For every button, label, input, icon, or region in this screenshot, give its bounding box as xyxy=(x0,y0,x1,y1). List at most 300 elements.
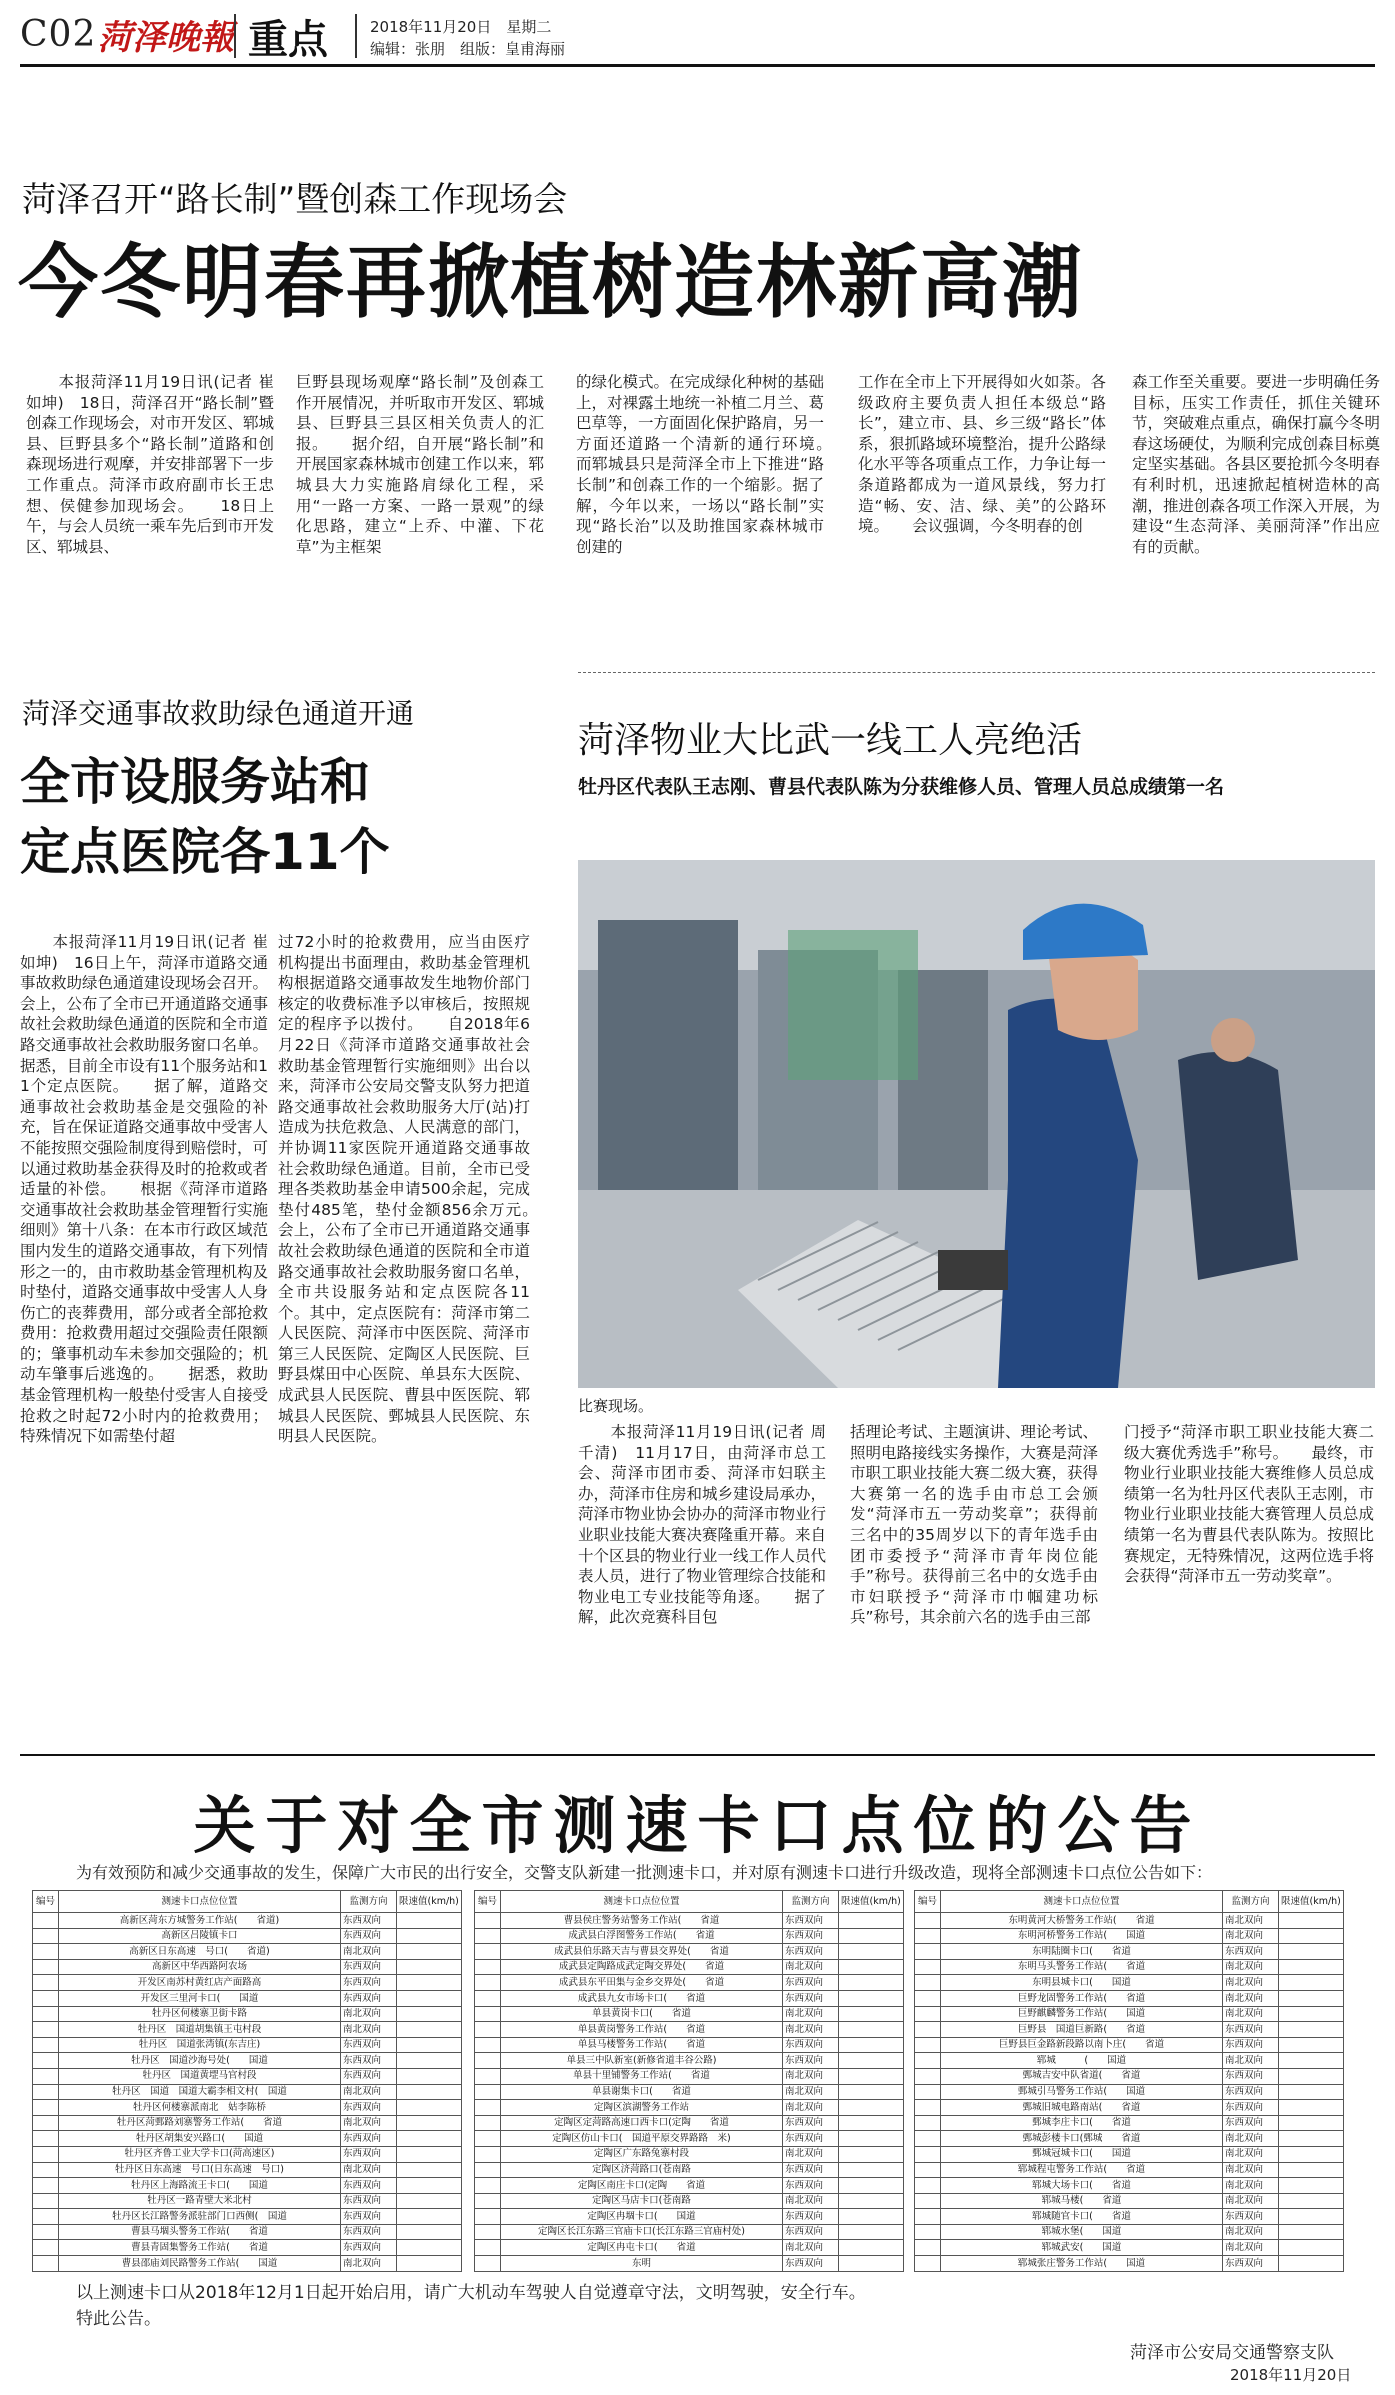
table-row xyxy=(915,1975,1344,1991)
cell-limit xyxy=(397,2006,462,2022)
cell-direction: 东西双向 xyxy=(1223,2068,1279,2084)
notice-border xyxy=(20,1754,1375,1756)
cell-direction: 东西双向 xyxy=(341,1959,397,1975)
issue-date: 2018年11月20日 星期二 xyxy=(370,18,552,36)
article3-column: 本报菏泽11月19日讯(记者 周千清) 11月17日，由菏泽市总工会、菏泽市团市委、菏泽市妇联主办，菏泽市住房和城乡建设局承办，菏泽市物业协会协办的菏泽市物业行业职业技能大赛决赛隆重开幕。来自十个区县的物业行业一线工作人员代表人员，进行了物业管理综合技能和物业电工专业技能等角逐。 据了解，此次竞赛科目包 xyxy=(578,1423,827,1627)
cell-limit xyxy=(839,1944,904,1960)
cell-direction: 南北双向 xyxy=(1223,1959,1279,1975)
cell-direction: 东西双向 xyxy=(341,1990,397,2006)
table-row xyxy=(475,2053,904,2069)
cell-no xyxy=(915,2256,941,2272)
cell-direction: 东西双向 xyxy=(783,2037,839,2053)
column-header-loc: 测速卡口点位位置 xyxy=(941,1891,1223,1913)
cell-limit xyxy=(839,2053,904,2069)
cell-direction: 南北双向 xyxy=(1223,1928,1279,1944)
cell-location: 成武县白浮图警务工作站( 省道 xyxy=(501,1928,783,1944)
cell-limit xyxy=(397,2131,462,2147)
table-row xyxy=(915,1928,1344,1944)
table-row xyxy=(33,1959,462,1975)
column-header-loc: 测速卡口点位位置 xyxy=(59,1891,341,1913)
cell-limit xyxy=(397,2224,462,2240)
cell-limit xyxy=(397,2115,462,2131)
cell-location: 成武县伯乐路天吉与曹县交界处( 省道 xyxy=(501,1944,783,1960)
article3-column: 括理论考试、主题演讲、理论考试、照明电路接线实务操作，大赛是菏泽市职工职业技能大赛二级大赛，获得大赛第一名的选手由市总工会颁发“菏泽市五一劳动奖章”；获得前三名中的35周岁以下的青年选手由团市委授予“菏泽市青年岗位能手”称号。获得前三名中的女选手由市妇联授予“菏泽市巾帼建功标兵”称号，其余前六名的选手由三部 xyxy=(850,1423,1099,1627)
cell-direction: 南北双向 xyxy=(783,2100,839,2116)
cell-direction: 东西双向 xyxy=(783,2053,839,2069)
cell-direction: 东西双向 xyxy=(341,2100,397,2116)
table-row xyxy=(33,2178,462,2194)
cell-direction: 东西双向 xyxy=(341,2053,397,2069)
notice-closing: 特此公告。 xyxy=(76,2309,161,2329)
cell-no xyxy=(33,2053,59,2069)
cell-location: 牡丹区一路青壁大米北村 xyxy=(59,2193,341,2209)
cell-no xyxy=(915,1975,941,1991)
article3-subtitle: 牡丹区代表队王志刚、曹县代表队陈为分获维修人员、管理人员总成绩第一名 xyxy=(578,776,1225,798)
cell-location: 定陶区广东路兔寨村段 xyxy=(501,2146,783,2162)
cell-location: 牡丹区何楼寨卫街卡路 xyxy=(59,2006,341,2022)
cell-location: 巨野麒麟警务工作站( 国道 xyxy=(941,2006,1223,2022)
cell-limit xyxy=(1279,1944,1344,1960)
cell-direction: 东西双向 xyxy=(341,2240,397,2256)
cell-limit xyxy=(1279,2131,1344,2147)
table-row xyxy=(475,2256,904,2272)
cell-location: 定陶区济菏路口(苍南路 xyxy=(501,2162,783,2178)
cell-limit xyxy=(1279,2068,1344,2084)
table-row xyxy=(915,1913,1344,1929)
cell-location: 定陶区冉屯卡口( 省道 xyxy=(501,2240,783,2256)
cell-no xyxy=(33,2224,59,2240)
cell-location: 曹县邵庙刘民路警务工作站( 国道 xyxy=(59,2256,341,2272)
article1-column: 工作在全市上下开展得如火如荼。各级政府主要负责人担任本级总“路长”，建立市、县、乡三级“路长”体系，狠抓路域环境整治，提升公路绿化水平等各项重点工作，力争让每一条道路都成为一道风景线，努力打造“畅、安、洁、绿、美”的公路环境。 会议强调，今冬明春的创 xyxy=(858,373,1107,536)
table-row xyxy=(475,2224,904,2240)
table-row xyxy=(915,2178,1344,2194)
cell-direction: 东西双向 xyxy=(783,1975,839,1991)
table-row xyxy=(33,2084,462,2100)
section-title: 重点 xyxy=(248,17,328,63)
cell-limit xyxy=(839,2256,904,2272)
notice-footnote: 以上测速卡口从2018年12月1日起开始启用，请广大机动车驾驶人自觉遵章守法，文明驾驶，安全行车。 xyxy=(76,2283,866,2303)
cell-location: 郓城 ( 国道 xyxy=(941,2053,1223,2069)
table-row xyxy=(475,2240,904,2256)
cell-no xyxy=(915,2224,941,2240)
cell-location: 鄄城李庄卡口( 省道 xyxy=(941,2115,1223,2131)
cell-direction: 东西双向 xyxy=(783,2209,839,2225)
table-row xyxy=(475,2146,904,2162)
column-header-loc: 测速卡口点位位置 xyxy=(501,1891,783,1913)
cell-limit xyxy=(397,2037,462,2053)
cell-location: 牡丹区菏鄄路刘寨警务工作站( 省道 xyxy=(59,2115,341,2131)
table-row xyxy=(475,2131,904,2147)
cell-direction: 南北双向 xyxy=(783,2084,839,2100)
cell-limit xyxy=(1279,1913,1344,1929)
cell-limit xyxy=(1279,1975,1344,1991)
cell-limit xyxy=(1279,2100,1344,2116)
column-header-dir: 监测方向 xyxy=(1223,1891,1279,1913)
cell-direction: 南北双向 xyxy=(341,2162,397,2178)
cell-location: 成武县东平田集与金乡交界处( 省道 xyxy=(501,1975,783,1991)
cell-location: 牡丹区日东高速 号口(日东高速 号口) xyxy=(59,2162,341,2178)
cell-limit xyxy=(397,1913,462,1929)
cell-direction: 南北双向 xyxy=(1223,1975,1279,1991)
cell-no xyxy=(475,2068,501,2084)
cell-limit xyxy=(397,2100,462,2116)
cell-direction: 东西双向 xyxy=(783,2178,839,2194)
cell-location: 开发区三里河卡口( 国道 xyxy=(59,1990,341,2006)
cell-limit xyxy=(397,1928,462,1944)
cell-location: 东明马头警务工作站( 省道 xyxy=(941,1959,1223,1975)
cell-no xyxy=(475,2037,501,2053)
cell-no xyxy=(33,2256,59,2272)
table-header-row xyxy=(915,1891,1344,1913)
cell-location: 牡丹区长江路警务派驻部门口西侧( 国道 xyxy=(59,2209,341,2225)
cell-no xyxy=(475,2084,501,2100)
cell-location: 定陶区马店卡口(苍南路 xyxy=(501,2193,783,2209)
table-row xyxy=(33,1928,462,1944)
table-row xyxy=(915,2022,1344,2038)
cell-no xyxy=(475,1975,501,1991)
cell-direction: 东西双向 xyxy=(1223,2084,1279,2100)
cell-location: 定陶区长江东路三官庙卡口(长江东路三官庙村处) xyxy=(501,2224,783,2240)
cell-no xyxy=(475,2193,501,2209)
table-row xyxy=(915,1944,1344,1960)
article1-headline: 今冬明春再掀植树造林新高潮 xyxy=(18,236,1084,329)
cell-no xyxy=(915,1913,941,1929)
article1-subtitle: 菏泽召开“路长制”暨创森工作现场会 xyxy=(22,180,568,220)
table-row xyxy=(915,2068,1344,2084)
cell-limit xyxy=(839,1959,904,1975)
table-row xyxy=(33,2037,462,2053)
cell-direction: 南北双向 xyxy=(341,2022,397,2038)
cell-no xyxy=(915,1990,941,2006)
column-header-no: 编号 xyxy=(915,1891,941,1913)
cell-no xyxy=(915,1959,941,1975)
cell-direction: 东西双向 xyxy=(341,1913,397,1929)
table-row xyxy=(475,1944,904,1960)
cell-direction: 南北双向 xyxy=(783,1959,839,1975)
cell-direction: 东西双向 xyxy=(783,2131,839,2147)
cell-direction: 南北双向 xyxy=(341,2006,397,2022)
cell-location: 牡丹区齐鲁工业大学卡口(菏高速区) xyxy=(59,2146,341,2162)
column-header-lim: 限速值(km/h) xyxy=(1279,1891,1344,1913)
table-row xyxy=(33,2068,462,2084)
cell-no xyxy=(33,1913,59,1929)
cell-location: 东明陆圈卡口( 省道 xyxy=(941,1944,1223,1960)
table-row xyxy=(33,1990,462,2006)
cell-location: 曹县侯庄警务站警务工作站( 省道 xyxy=(501,1913,783,1929)
cell-no xyxy=(475,2178,501,2194)
cell-limit xyxy=(839,2037,904,2053)
article2-headline: 全市设服务站和 xyxy=(20,753,370,811)
cell-no xyxy=(915,2037,941,2053)
column-header-lim: 限速值(km/h) xyxy=(839,1891,904,1913)
cell-no xyxy=(915,2022,941,2038)
table-row xyxy=(33,2209,462,2225)
cell-limit xyxy=(397,2162,462,2178)
cell-direction: 南北双向 xyxy=(341,2115,397,2131)
cell-no xyxy=(475,1959,501,1975)
cell-no xyxy=(915,2115,941,2131)
section-separator xyxy=(578,672,1375,673)
cell-location: 牡丹区何楼寨派南北 姑李陈桥 xyxy=(59,2100,341,2116)
cell-no xyxy=(475,2146,501,2162)
masthead-rule xyxy=(20,64,1375,67)
cell-no xyxy=(33,2068,59,2084)
table-row xyxy=(915,2037,1344,2053)
cell-location: 郓城大场卡口( 省道 xyxy=(941,2178,1223,2194)
cell-location: 东明县城卡口( 国道 xyxy=(941,1975,1223,1991)
cell-location: 高新区中华西路阿农场 xyxy=(59,1959,341,1975)
cell-location: 定陶区滨湖警务工作站 xyxy=(501,2100,783,2116)
table-row xyxy=(915,2209,1344,2225)
masthead-divider xyxy=(355,14,357,58)
cell-limit xyxy=(397,2209,462,2225)
cell-location: 定陶区冉堌卡口( 国道 xyxy=(501,2209,783,2225)
cell-limit xyxy=(839,2146,904,2162)
cell-location: 鄄城冠城卡口( 国道 xyxy=(941,2146,1223,2162)
cell-limit xyxy=(1279,2209,1344,2225)
cell-limit xyxy=(839,2131,904,2147)
article1-column: 的绿化模式。在完成绿化种树的基础上，对裸露土地统一补植二月兰、葛巴草等，一方面固化保护路肩，另一方面还道路一个清新的通行环境。 而郓城县只是菏泽全市上下推进“路长制”和创森工作的一个缩影。据了解，今年以来，一场以“路长制”实现“路长治”以及助推国家森林城市创建的 xyxy=(576,373,856,556)
cell-direction: 南北双向 xyxy=(1223,1913,1279,1929)
photo-caption: 比赛现场。 xyxy=(578,1397,654,1415)
cell-limit xyxy=(839,2209,904,2225)
cell-limit xyxy=(839,1990,904,2006)
article2-column: 本报菏泽11月19日讯(记者 崔如坤) 16日上午，菏泽市道路交通事故救助绿色通道建设现场会召开。会上，公布了全市已开通道路交通事故社会救助绿色通道的医院和全市道路交通事故社会救助服务窗口名单。据悉，目前全市设有11个服务站和11个定点医院。 据了解，道路交通事故社会救助基金是交强险的补充，旨在保证道路交通事故中受害人不能按照交强险制度得到赔偿时，可以通过救助基金获得及时的抢救或者适量的补偿。 根据《菏泽市道路交通事故社会救助基金管理暂行实施细则》第十八条：在本市行政区域范围内发生的道路交通事故，有下列情形之一的，由市救助基金管理机构及时垫付，道路交通事故中受害人人身伤亡的丧葬费用，部分或者全部抢救费用：抢救费用超过交强险责任限额的；肇事机动车未参加交强险的；机动车肇事后逃逸的。 据悉，救助基金管理机构一般垫付受害人自接受抢救之时起72小时内的抢救费用；特殊情况下如需垫付超 xyxy=(20,933,269,1446)
table-header-row xyxy=(475,1891,904,1913)
cell-limit xyxy=(1279,2115,1344,2131)
cell-limit xyxy=(397,1944,462,1960)
table-row xyxy=(33,2146,462,2162)
cell-location: 成武县定陶路成武定陶交界处( 省道 xyxy=(501,1959,783,1975)
cell-no xyxy=(915,2146,941,2162)
cell-limit xyxy=(1279,1959,1344,1975)
table-row xyxy=(475,1975,904,1991)
cell-location: 鄄城吉安中队省道( 省道 xyxy=(941,2068,1223,2084)
cell-direction: 南北双向 xyxy=(1223,2178,1279,2194)
table-row xyxy=(33,2131,462,2147)
cell-direction: 东西双向 xyxy=(341,1928,397,1944)
cell-direction: 南北双向 xyxy=(1223,2006,1279,2022)
cell-direction: 南北双向 xyxy=(1223,2146,1279,2162)
cell-location: 巨野龙固警务工作站( 省道 xyxy=(941,1990,1223,2006)
table-row xyxy=(475,2209,904,2225)
column-header-dir: 监测方向 xyxy=(783,1891,839,1913)
cell-no xyxy=(33,2209,59,2225)
cell-direction: 东西双向 xyxy=(1223,2115,1279,2131)
cell-location: 单县三中队新室(新修省道丰谷公路) xyxy=(501,2053,783,2069)
cell-limit xyxy=(397,2240,462,2256)
table-row xyxy=(915,2146,1344,2162)
editor-credits: 编辑：张朋 组版：皇甫海丽 xyxy=(370,40,566,58)
cell-no xyxy=(33,2131,59,2147)
column-header-no: 编号 xyxy=(33,1891,59,1913)
cell-direction: 东西双向 xyxy=(1223,2209,1279,2225)
cell-location: 郓城水堡( 国道 xyxy=(941,2224,1223,2240)
table-row xyxy=(915,2100,1344,2116)
cell-location: 曹县青固集警务工作站( 省道 xyxy=(59,2240,341,2256)
table-row xyxy=(475,2084,904,2100)
cell-location: 郓城随官卡口( 省道 xyxy=(941,2209,1223,2225)
cell-limit xyxy=(397,2146,462,2162)
cell-location: 曹县马堌头警务工作站( 省道 xyxy=(59,2224,341,2240)
table-row xyxy=(915,2162,1344,2178)
article1-column: 本报菏泽11月19日讯(记者 崔如坤) 18日，菏泽召开“路长制”暨创森工作现场会，对市开发区、郓城县、巨野县多个“路长制”道路和创森现场进行观摩，并安排部署下一步工作重点。菏泽市政府副市长王忠想、侯健参加现场会。 18日上午，与会人员统一乘车先后到市开发区、郓城县、 xyxy=(26,373,275,556)
cell-no xyxy=(915,2209,941,2225)
cell-limit xyxy=(839,1975,904,1991)
cell-no xyxy=(915,1944,941,1960)
table-row xyxy=(475,2022,904,2038)
article2-column: 过72小时的抢救费用，应当由医疗机构提出书面理由，救助基金管理机构根据道路交通事故发生地物价部门核定的收费标准予以审核后，按照规定的程序予以拨付。 自2018年6月22日《菏泽市道路交通事故社会救助基金管理暂行实施细则》出台以来，菏泽市公安局交警支队努力把道路交通事故社会救助服务大厅(站)打造成为扶危救急、人民满意的部门，并协调11家医院开通道路交通事故社会救助绿色通道。目前，全市已受理各类救助基金申请500余起，完成垫付485笔，垫付金额856余万元。 会上，公布了全市已开通道路交通事故社会救助绿色通道的医院和全市道路交通事故社会救助服务窗口名单，全市共设服务站和定点医院各11个。其中，定点医院有：菏泽市第二人民医院、菏泽市中医医院、菏泽市第三人民医院、定陶区人民医院、巨野县煤田中心医院、单县东大医院、成武县人民医院、曹县中医医院、郓城县人民医院、鄄城县人民医院、东明县人民医院。 xyxy=(278,933,562,1446)
cell-direction: 东西双向 xyxy=(341,2131,397,2147)
cell-no xyxy=(475,1913,501,1929)
cell-no xyxy=(33,2146,59,2162)
cell-no xyxy=(33,1975,59,1991)
notice-intro: 为有效预防和减少交通事故的发生，保障广大市民的出行安全，交警支队新建一批测速卡口，并对原有测速卡口进行升级改造，现将全部测速卡口点位公告如下： xyxy=(76,1863,1213,1882)
cell-direction: 南北双向 xyxy=(783,2022,839,2038)
cell-no xyxy=(475,1944,501,1960)
cell-limit xyxy=(1279,2256,1344,2272)
cell-limit xyxy=(397,2178,462,2194)
cell-location: 单县黄岗警务工作站( 省道 xyxy=(501,2022,783,2038)
cell-direction: 南北双向 xyxy=(341,2256,397,2272)
cell-no xyxy=(915,1928,941,1944)
cell-location: 郓城张庄警务工作站( 国道 xyxy=(941,2256,1223,2272)
cell-no xyxy=(475,1990,501,2006)
cell-no xyxy=(915,2068,941,2084)
cell-direction: 东西双向 xyxy=(783,2162,839,2178)
cell-direction: 东西双向 xyxy=(783,2115,839,2131)
cell-no xyxy=(33,1944,59,1960)
cell-limit xyxy=(839,2224,904,2240)
speed-camera-table xyxy=(32,1890,462,2272)
cell-limit xyxy=(1279,2022,1344,2038)
table-row xyxy=(915,2224,1344,2240)
cell-direction: 南北双向 xyxy=(783,2146,839,2162)
table-row xyxy=(33,2006,462,2022)
table-row xyxy=(475,1959,904,1975)
cell-no xyxy=(33,2193,59,2209)
cell-no xyxy=(915,2006,941,2022)
table-row xyxy=(915,2084,1344,2100)
cell-location: 牡丹区 国道 国道大霸李相文村( 国道 xyxy=(59,2084,341,2100)
table-row xyxy=(475,2178,904,2194)
cell-no xyxy=(475,2022,501,2038)
cell-no xyxy=(33,1959,59,1975)
article2-headline: 定点医院各11个 xyxy=(20,823,390,881)
table-row xyxy=(33,2022,462,2038)
cell-no xyxy=(33,2240,59,2256)
cell-direction: 南北双向 xyxy=(341,2084,397,2100)
cell-limit xyxy=(839,2022,904,2038)
table-row xyxy=(915,2256,1344,2272)
cell-direction: 东西双向 xyxy=(1223,1944,1279,1960)
table-row xyxy=(33,2115,462,2131)
cell-direction: 南北双向 xyxy=(783,2006,839,2022)
cell-direction: 东西双向 xyxy=(341,1975,397,1991)
cell-limit xyxy=(397,1975,462,1991)
cell-location: 东明黄河大桥警务工作站( 省道 xyxy=(941,1913,1223,1929)
cell-location: 牡丹区 国道张湾镇(东吉庄) xyxy=(59,2037,341,2053)
table-row xyxy=(33,2100,462,2116)
cell-limit xyxy=(1279,2006,1344,2022)
cell-location: 牡丹区上海路流王卡口( 国道 xyxy=(59,2178,341,2194)
cell-direction: 南北双向 xyxy=(1223,2224,1279,2240)
cell-location: 牡丹区胡集安兴路口( 国道 xyxy=(59,2131,341,2147)
cell-location: 郓城武安( 国道 xyxy=(941,2240,1223,2256)
cell-location: 鄄城彭楼卡口(鄄城 省道 xyxy=(941,2131,1223,2147)
cell-location: 巨野县 国道巨新路( 省道 xyxy=(941,2022,1223,2038)
cell-no xyxy=(915,2193,941,2209)
cell-direction: 东西双向 xyxy=(341,2224,397,2240)
table-row xyxy=(915,2240,1344,2256)
cell-limit xyxy=(839,2115,904,2131)
cell-no xyxy=(33,2006,59,2022)
cell-direction: 东西双向 xyxy=(341,2178,397,2194)
cell-limit xyxy=(839,2006,904,2022)
cell-location: 郓城程屯警务工作站( 省道 xyxy=(941,2162,1223,2178)
cell-location: 单县黄岗卡口( 省道 xyxy=(501,2006,783,2022)
cell-limit xyxy=(1279,2193,1344,2209)
cell-direction: 东西双向 xyxy=(783,2224,839,2240)
cell-limit xyxy=(397,1959,462,1975)
table-row xyxy=(33,1944,462,1960)
cell-location: 成武县九女市场卡口( 省道 xyxy=(501,1990,783,2006)
article3-column: 门授予“菏泽市职工职业技能大赛二级大赛优秀选手”称号。 最终，市物业行业职业技能大赛维修人员总成绩第一名为牡丹区代表队王志刚，市物业行业职业技能大赛管理人员总成绩第一名为曹县代表队陈为。按照比赛规定，无特殊情况，这两位选手将会获得“菏泽市五一劳动奖章”。 xyxy=(1124,1423,1374,1586)
cell-direction: 东西双向 xyxy=(1223,2022,1279,2038)
cell-direction: 东西双向 xyxy=(341,2209,397,2225)
page-number: C02 xyxy=(20,14,97,55)
table-row xyxy=(475,1913,904,1929)
notice-signature: 菏泽市公安局交通警察支队 xyxy=(1130,2343,1334,2363)
cell-no xyxy=(475,2131,501,2147)
cell-direction: 东西双向 xyxy=(341,2146,397,2162)
speed-camera-table xyxy=(474,1890,904,2272)
cell-location: 定陶区南庄卡口(定陶 省道 xyxy=(501,2178,783,2194)
notice-date: 2018年11月20日 xyxy=(1230,2366,1352,2384)
table-row xyxy=(33,1913,462,1929)
cell-no xyxy=(475,2240,501,2256)
cell-no xyxy=(33,2178,59,2194)
table-row xyxy=(915,2131,1344,2147)
cell-limit xyxy=(397,1990,462,2006)
cell-no xyxy=(915,2240,941,2256)
cell-direction: 南北双向 xyxy=(1223,2053,1279,2069)
table-row xyxy=(915,2115,1344,2131)
cell-no xyxy=(475,2115,501,2131)
cell-no xyxy=(475,2224,501,2240)
cell-direction: 南北双向 xyxy=(1223,2240,1279,2256)
cell-location: 单县谢集卡口( 省道 xyxy=(501,2084,783,2100)
table-row xyxy=(475,2037,904,2053)
cell-limit xyxy=(839,2100,904,2116)
cell-limit xyxy=(839,2178,904,2194)
cell-direction: 南北双向 xyxy=(341,1944,397,1960)
cell-no xyxy=(33,2084,59,2100)
article1-column: 巨野县现场观摩“路长制”及创森工作开展情况，并听取市开发区、郓城县、巨野县三县区相关负责人的汇报。 据介绍，自开展“路长制”和开展国家森林城市创建工作以来，郓城县大力实施路肩绿化工程，采用“一路一方案、一路一景观”的绿化思路，建立“上乔、中灌、下花草”为主框架 xyxy=(296,373,545,556)
table-row xyxy=(475,1990,904,2006)
cell-limit xyxy=(1279,2178,1344,2194)
cell-direction: 南北双向 xyxy=(1223,2131,1279,2147)
table-row xyxy=(915,2193,1344,2209)
table-row xyxy=(915,2006,1344,2022)
cell-location: 鄄城旧城电路南站( 省道 xyxy=(941,2100,1223,2116)
cell-direction: 东西双向 xyxy=(341,2068,397,2084)
cell-limit xyxy=(1279,2162,1344,2178)
cell-location: 牡丹区 国道沙海号处( 国道 xyxy=(59,2053,341,2069)
cell-location: 单县马楼警务工作站( 省道 xyxy=(501,2037,783,2053)
cell-no xyxy=(915,2162,941,2178)
cell-limit xyxy=(397,2022,462,2038)
